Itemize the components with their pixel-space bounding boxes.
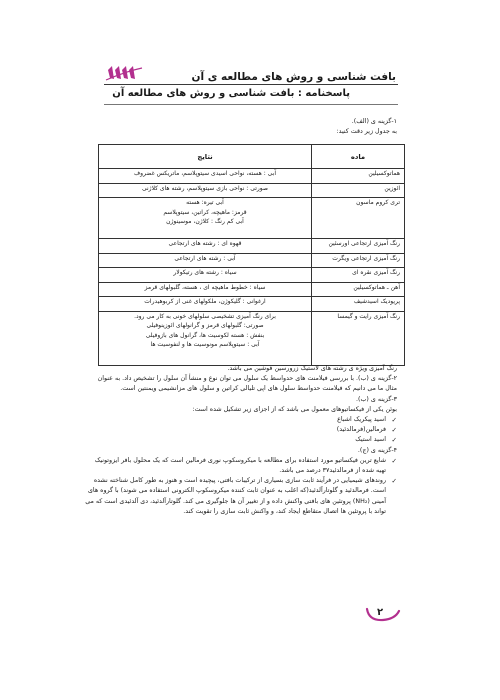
question-1-label: ۱-گزینه ی (الف). (351, 118, 397, 125)
result-line: صورتی: گلبولهای قرمز و گرانولهای ائوزینوفیلی (146, 322, 264, 330)
result-line: قهوه ای : رشته های ارتجاعی (168, 240, 242, 248)
checklist-item: ✓ روندهای شیمیایی در فرآیند ثابت سازی بسیاری از ترکیبات بافتی، پیچیده است و هنوز به طور کامل شناخته نشده است. فرمالدئید و گلوتارآلدئید(که اغلب به عنوان ثابت کننده میکروسکوپ الکترونی استفاده می شوند) با گروه های آمینی (NH₂) پروتئین های بافتی واکنش داده و از تغییر آن ها جلوگیری می کند. گلوتارآلدئید، دی آلدئیدی است که می تواند با پروتئین ها اتصال متقاطع ایجاد کند، و واکنش ثابت سازی را تقویت کند. (85, 476, 397, 517)
result-line: ارغوانی : گلیکوژن، ملکولهای غنی از کربوهیدرات (144, 298, 266, 306)
material-cell: هماتوکسیلین (312, 169, 405, 184)
table-row (99, 268, 405, 283)
publisher-logo-icon (104, 64, 144, 82)
paragraph: رنگ آمیزی ویژه ی رشته های لاستیک زرورسین فوشین می باشد. (227, 365, 397, 372)
column-header-material: ماده (312, 145, 405, 169)
material-cell: رنگ آمیزی ارتجاعی اورسئین (312, 239, 405, 254)
chapter-title: بافت شناسی و روش های مطالعه ی آن (191, 71, 396, 83)
page-number: ۲ (377, 607, 384, 618)
paragraph: ۳-گزینه ی (ب). (356, 395, 397, 403)
material-cell: رنگ آمیزی نقره ای (312, 268, 405, 283)
table-row (99, 297, 405, 312)
paragraph: ۲-گزینه ی (ب). با بررسی فیلامنت های حدواسط یک سلول می توان نوع و منشأ آن سلول را تشخیص داد. به عنوان مثال ما می دانیم که فیلامنت حدواسط سلول های اپی تلیالی کراتین و سلول های مزانشیمی ویمنتین است. (97, 375, 397, 393)
result-line: سیاه : خطوط ماهیچه ای ، هسته، گلبولهای قرمز (144, 283, 266, 291)
material-cell: رنگ آمیزی رایت و گیمسا (312, 311, 405, 365)
question-1 (97, 117, 397, 137)
results-cell (99, 282, 312, 297)
checklist-item: ✓ اسید پیکریک اشباع (85, 415, 397, 425)
result-line: آبی : رشته های ارتجاعی (174, 254, 236, 262)
checklist-item: ✓ شایع ترین فیکساتیو مورد استفاده برای مطالعه با میکروسکوپ نوری فرمالین است که یک محلول بافر ایزوتونیک تهیه شده از فرمالدئید۳۷ درصد می باشد. (85, 456, 397, 476)
result-line: سیاه : رشته های رتیکولار (173, 269, 237, 277)
result-line: قرمز: ماهیچه، کراتین، سیتوپلاسم (163, 208, 247, 216)
paragraph: بوئن یکی از فیکساتیوهای معمول می باشد که از اجزای زیر تشکیل شده است: (192, 405, 397, 413)
material-cell: تری کروم ماسون (312, 198, 405, 239)
answer-sheet-title: پاسخنامه : بافت شناسی و روش های مطالعه آن (112, 88, 350, 99)
result-line: آبی تیره: هسته (186, 199, 224, 207)
results-cell (99, 268, 312, 283)
result-line: برای رنگ آمیزی تشخیصی سلولهای خونی به کار می رود. (134, 312, 276, 320)
staining-table (98, 144, 405, 366)
material-cell: پریودیک اسیدشیف (312, 297, 405, 312)
result-line: آبی : هسته، نواحی اسیدی سیتوپلاسم، ماتریکس غضروف (133, 170, 277, 177)
question-1-intro: به جدول زیر دقت کنید: (336, 128, 397, 136)
results-cell (99, 169, 312, 184)
table-row (99, 183, 405, 198)
header-rule (104, 84, 398, 85)
results-cell (99, 239, 312, 254)
table-row (99, 239, 405, 254)
results-cell (99, 297, 312, 312)
table-row (99, 198, 405, 239)
page-number-badge (365, 605, 401, 623)
material-cell: ائوزین (312, 183, 405, 198)
results-cell (99, 253, 312, 268)
table-row (99, 311, 405, 365)
checklist-item: ✓ اسید استیک (85, 435, 397, 445)
result-line: آبی کم رنگ : کلاژن، موسینوژن (166, 217, 244, 225)
paragraph: ۴-گزینه ی (ج). (357, 446, 397, 454)
table-header-row (99, 145, 405, 169)
table-row (99, 282, 405, 297)
result-line: بنفش : هسته لکوسیت ها، گرانول های بازوفیلی (145, 331, 265, 339)
result-line: آبی : سیتوپلاسم مونوسیت ها و لنفوسیت ها (150, 341, 260, 349)
answer-body (85, 364, 397, 517)
table-row (99, 253, 405, 268)
checklist-item: ✓ فرمالین(فرمالدئید) (85, 425, 397, 435)
title-rule (104, 104, 398, 105)
results-cell (99, 183, 312, 198)
results-cell (99, 198, 312, 239)
material-cell: رنگ آمیزی ارتجاعی ویگرت (312, 253, 405, 268)
material-cell: آهن ـ هماتوکسیلین (312, 282, 405, 297)
table-row (99, 169, 405, 184)
column-header-results: نتایج (99, 145, 312, 169)
results-cell (99, 311, 312, 365)
result-line: صورتی : نواحی بازی سیتوپلاسم، رشته های کلاژنی (142, 184, 268, 192)
